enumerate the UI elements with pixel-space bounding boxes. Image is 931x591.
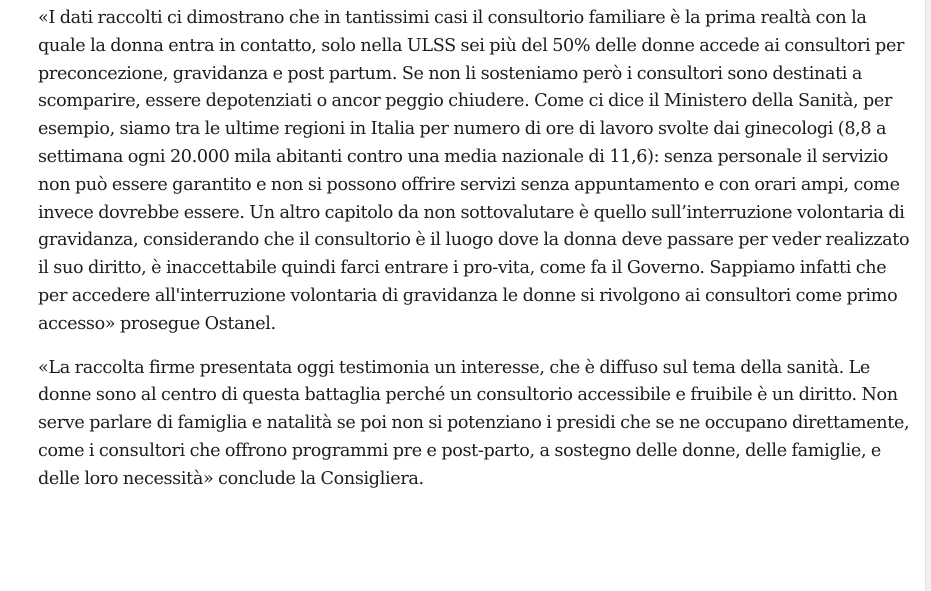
article-paragraph: «La raccolta firme presentata oggi testimonia un interesse, che è diffuso sul tema della sanità. Le donne sono al centro di questa battaglia perché un consultorio accessibile e fruibile è un diritto. Non serve parlare di famiglia e natalità se poi non si potenziano i presidi che se ne occupano direttamente, come i consultori che offrono programmi pre e post-parto, a sostegno delle donne, delle famiglie, e delle loro necessità» conclude la Consigliera. [38,357,910,489]
article-body [38,5,918,494]
scrollbar-track[interactable] [925,0,931,591]
article-paragraph: «I dati raccolti ci dimostrano che in tantissimi casi il consultorio familiare è la prima realtà con la quale la donna entra in contatto, solo nella ULSS sei più del 50% delle donne accede ai consultori per preconcezione, gravidanza e post partum. Se non li sosteniamo però i consultori sono destinati a scomparire, essere depotenziati o ancor peggio chiudere. Come ci dice il Ministero della Sanità, per esempio, siamo tra le ultime regioni in Italia per numero di ore di lavoro svolte dai ginecologi (8,8 a settimana ogni 20.000 mila abitanti contro una media nazionale di 11,6): senza personale il servizio non può essere garantito e non si possono offrire servizi senza appuntamento e con orari ampi, come invece dovrebbe essere. Un altro capitolo da non sottovalutare è quello sull’interruzione volontaria di gravidanza, considerando che il consultorio è il luogo dove la donna deve passare per veder realizzato il suo diritto, è inaccettabile quindi farci entrare i pro-vita, come fa il Governo. Sappiamo infatti che per accedere all'interruzione volontaria di gravidanza le donne si rivolgono ai consultori come primo accesso» prosegue Ostanel. [38,8,910,334]
